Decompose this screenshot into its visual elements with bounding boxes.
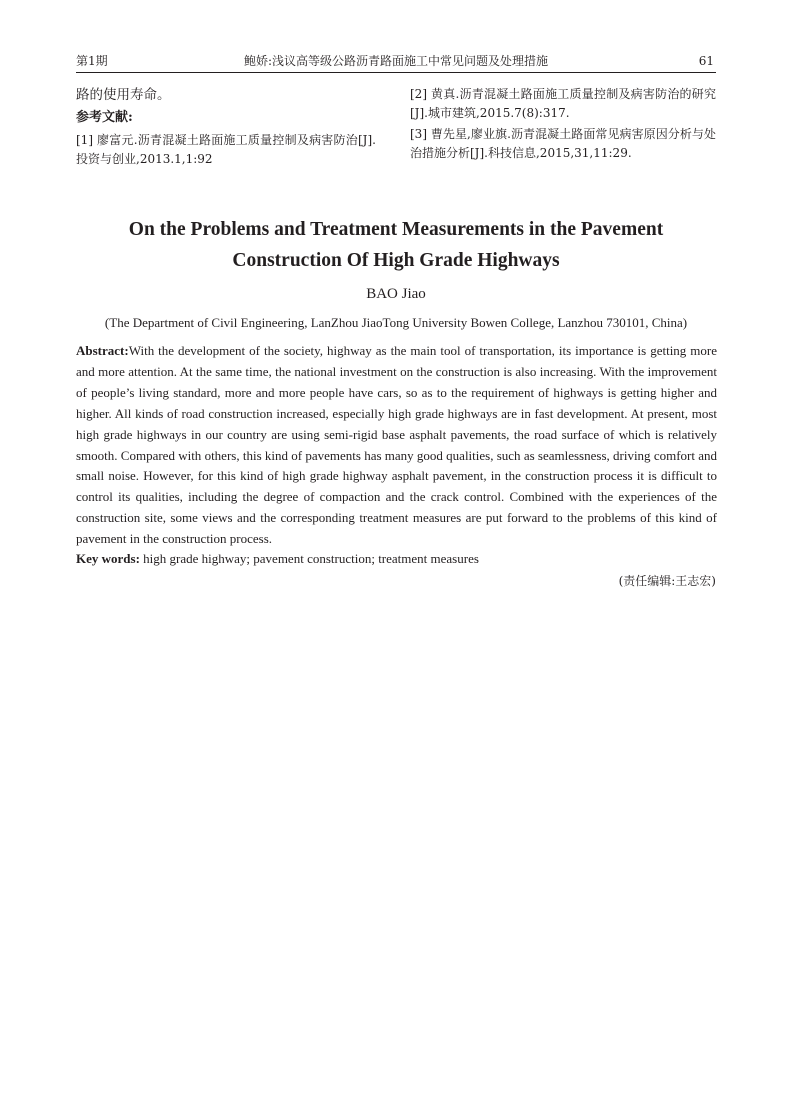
references-heading: 参考文献: (76, 110, 133, 125)
reference-item: [3] 曹先星,廖业旗.沥青混凝土路面常见病害原因分析与处治措施分析[J].科技信息,2015,31,11:29. (410, 127, 716, 160)
issue-label: 第1期 (76, 54, 108, 68)
reference-item: [2] 黄真.沥青混凝土路面施工质量控制及病害防治的研究[J].城市建筑,2015.7(8):317. (410, 87, 716, 120)
english-title-line-2: Construction Of High Grade Highways (232, 250, 560, 271)
keywords-label: Key words: (76, 551, 140, 566)
running-header (76, 53, 716, 77)
english-title-line-1: On the Problems and Treatment Measurements in the Pavement (128, 219, 664, 240)
responsible-editor: (责任编辑:王志宏) (618, 574, 716, 588)
reference-item: [1] 廖富元.沥青混凝土路面施工质量控制及病害防治[J].投资与创业,2013.1,1:92 (76, 133, 376, 166)
abstract-text: With the development of the society, highway as the main tool of transportation, its importance is getting more and more attention. At the same time, the national investment on the construction is also increasing. With the improvement of people’s living standard, more and more people have cars, so as to the requirement of highways is getting higher and higher. All kinds of road construction increased, especially high grade highways are in fast development. At present, most high grade highways in our country are using semi-rigid base asphalt pavements, the road surface of which is relatively smooth. Compared with others, this kind of pavements has many good qualities, such as seamlessness, driving comfort and small noise. However, for this kind of high grade highway asphalt pavement, in the construction process it is difficult to control its qualities, including the degree of compaction and the crack control. Combined with the experiences of the construction site, some views and the corresponding treatment measures are put forward to the problems of this kind of pavement in the construction process. (76, 343, 717, 547)
keywords (76, 549, 717, 569)
body-text-tail: 路的使用寿命。 (76, 87, 171, 103)
abstract-label: Abstract: (76, 343, 129, 358)
english-title (76, 214, 716, 276)
page-number: 61 (698, 54, 714, 68)
header-rule (76, 72, 716, 73)
abstract (76, 341, 717, 550)
keywords-text: high grade highway; pavement construction; treatment measures (143, 551, 479, 566)
author-name: BAO Jiao (366, 286, 426, 302)
author-affiliation: (The Department of Civil Engineering, LanZhou JiaoTong University Bowen College, Lanzhou 730101, China) (104, 315, 688, 330)
right-column (410, 85, 716, 165)
left-column (76, 85, 376, 171)
running-title: 鲍娇:浅议高等级公路沥青路面施工中常见问题及处理措施 (243, 54, 549, 68)
